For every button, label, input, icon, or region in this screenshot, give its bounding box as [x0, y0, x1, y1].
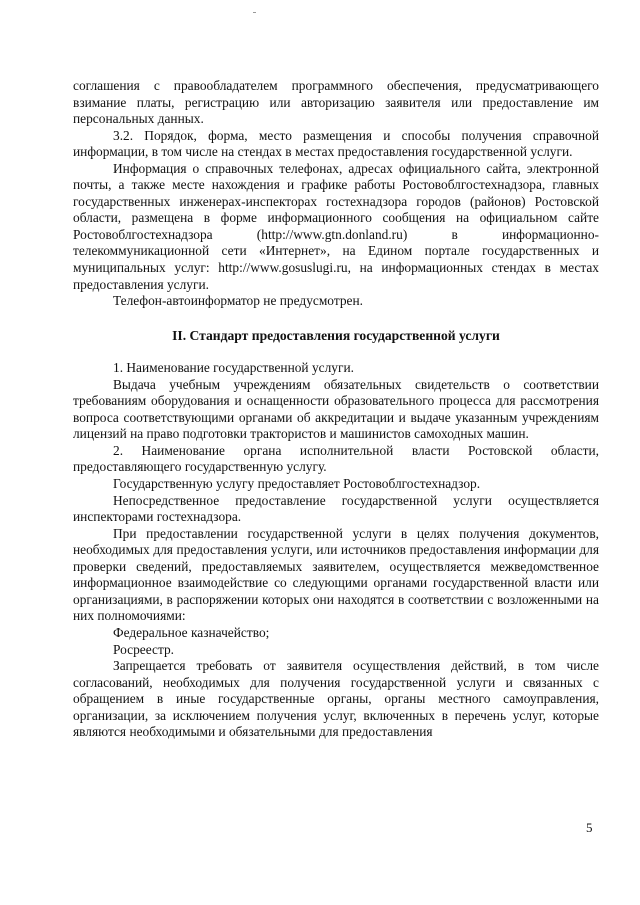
paragraph-continuation: соглашения с правообладателем программного обеспечения, предусматривающего взимание платы, регистрацию или авторизацию заявителя или предоставление им персональных данных. [73, 78, 599, 127]
list-item-treasury: Федеральное казначейство; [113, 624, 270, 640]
paragraph-authority-title: 2. Наименование органа исполнительной власти Ростовской области, предоставляющего государственную услугу. [73, 442, 599, 475]
paragraph-service-name-title: 1. Наименование государственной услуги. [113, 360, 354, 376]
paragraph-interagency: При предоставлении государственной услуги в целях получения документов, необходимых для предоставления услуги, или источников предоставления информации для проверки сведений, предоставляемых заявителем, осуществляется межведомственное информационное взаимодействие со следующими органами государственной власти или организациями, в распоряжении которых они находятся в соответствии с возложенными на них полномочиями: [73, 525, 599, 624]
paragraph-section-3-2: 3.2. Порядок, форма, место размещения и способы получения справочной информации, в том числе на стендах в местах предоставления государственной услуги. [73, 127, 599, 160]
paragraph-authority: Государственную услугу предоставляет Ростовоблгостехнадзор. [113, 476, 481, 492]
scan-mark [253, 12, 256, 13]
section-heading: II. Стандарт предоставления государственной услуги [172, 327, 500, 343]
paragraph-prohibition: Запрещается требовать от заявителя осуществления действий, в том числе согласований, необходимых для получения государственной услуги и связанных с обращением в иные государственные органы, органы местного самоуправления, организации, за исключением получения услуг, включенных в перечень услуг, которые являются необходимыми и обязательными для предоставления [73, 658, 599, 740]
list-item-rosreestr: Росреестр. [113, 641, 175, 657]
paragraph-inspectors: Непосредственное предоставление государственной услуги осуществляется инспекторами гостехнадзора. [73, 492, 599, 525]
paragraph-autoinformer: Телефон-автоинформатор не предусмотрен. [113, 293, 363, 309]
paragraph-contact-info: Информация о справочных телефонах, адресах официального сайта, электронной почты, а также месте нахождения и графике работы Ростовоблгостехнадзора, главных государственных инженерах-инспекторах гостехнадзора городов (районов) Ростовской области, размещена в форме информационного сообщения на официальном сайте Ростовоблгостехнадзора (http://www.gtn.donland.ru) в информационно-телекоммуникационной сети «Интернет», на Едином портале государственных и муниципальных услуг: http://www.gosuslugi.ru, на информационных стендах в местах предоставления услуги. [73, 160, 599, 292]
page-number: 5 [586, 820, 593, 835]
paragraph-service-name: Выдача учебным учреждениям обязательных свидетельств о соответствии требованиям оборудования и оснащенности образовательного процесса для рассмотрения вопроса соответствующими органами об аккредитации и выдаче указанным учреждениям лицензий на право подготовки трактористов и машинистов самоходных машин. [73, 376, 599, 442]
document-body [73, 78, 599, 741]
